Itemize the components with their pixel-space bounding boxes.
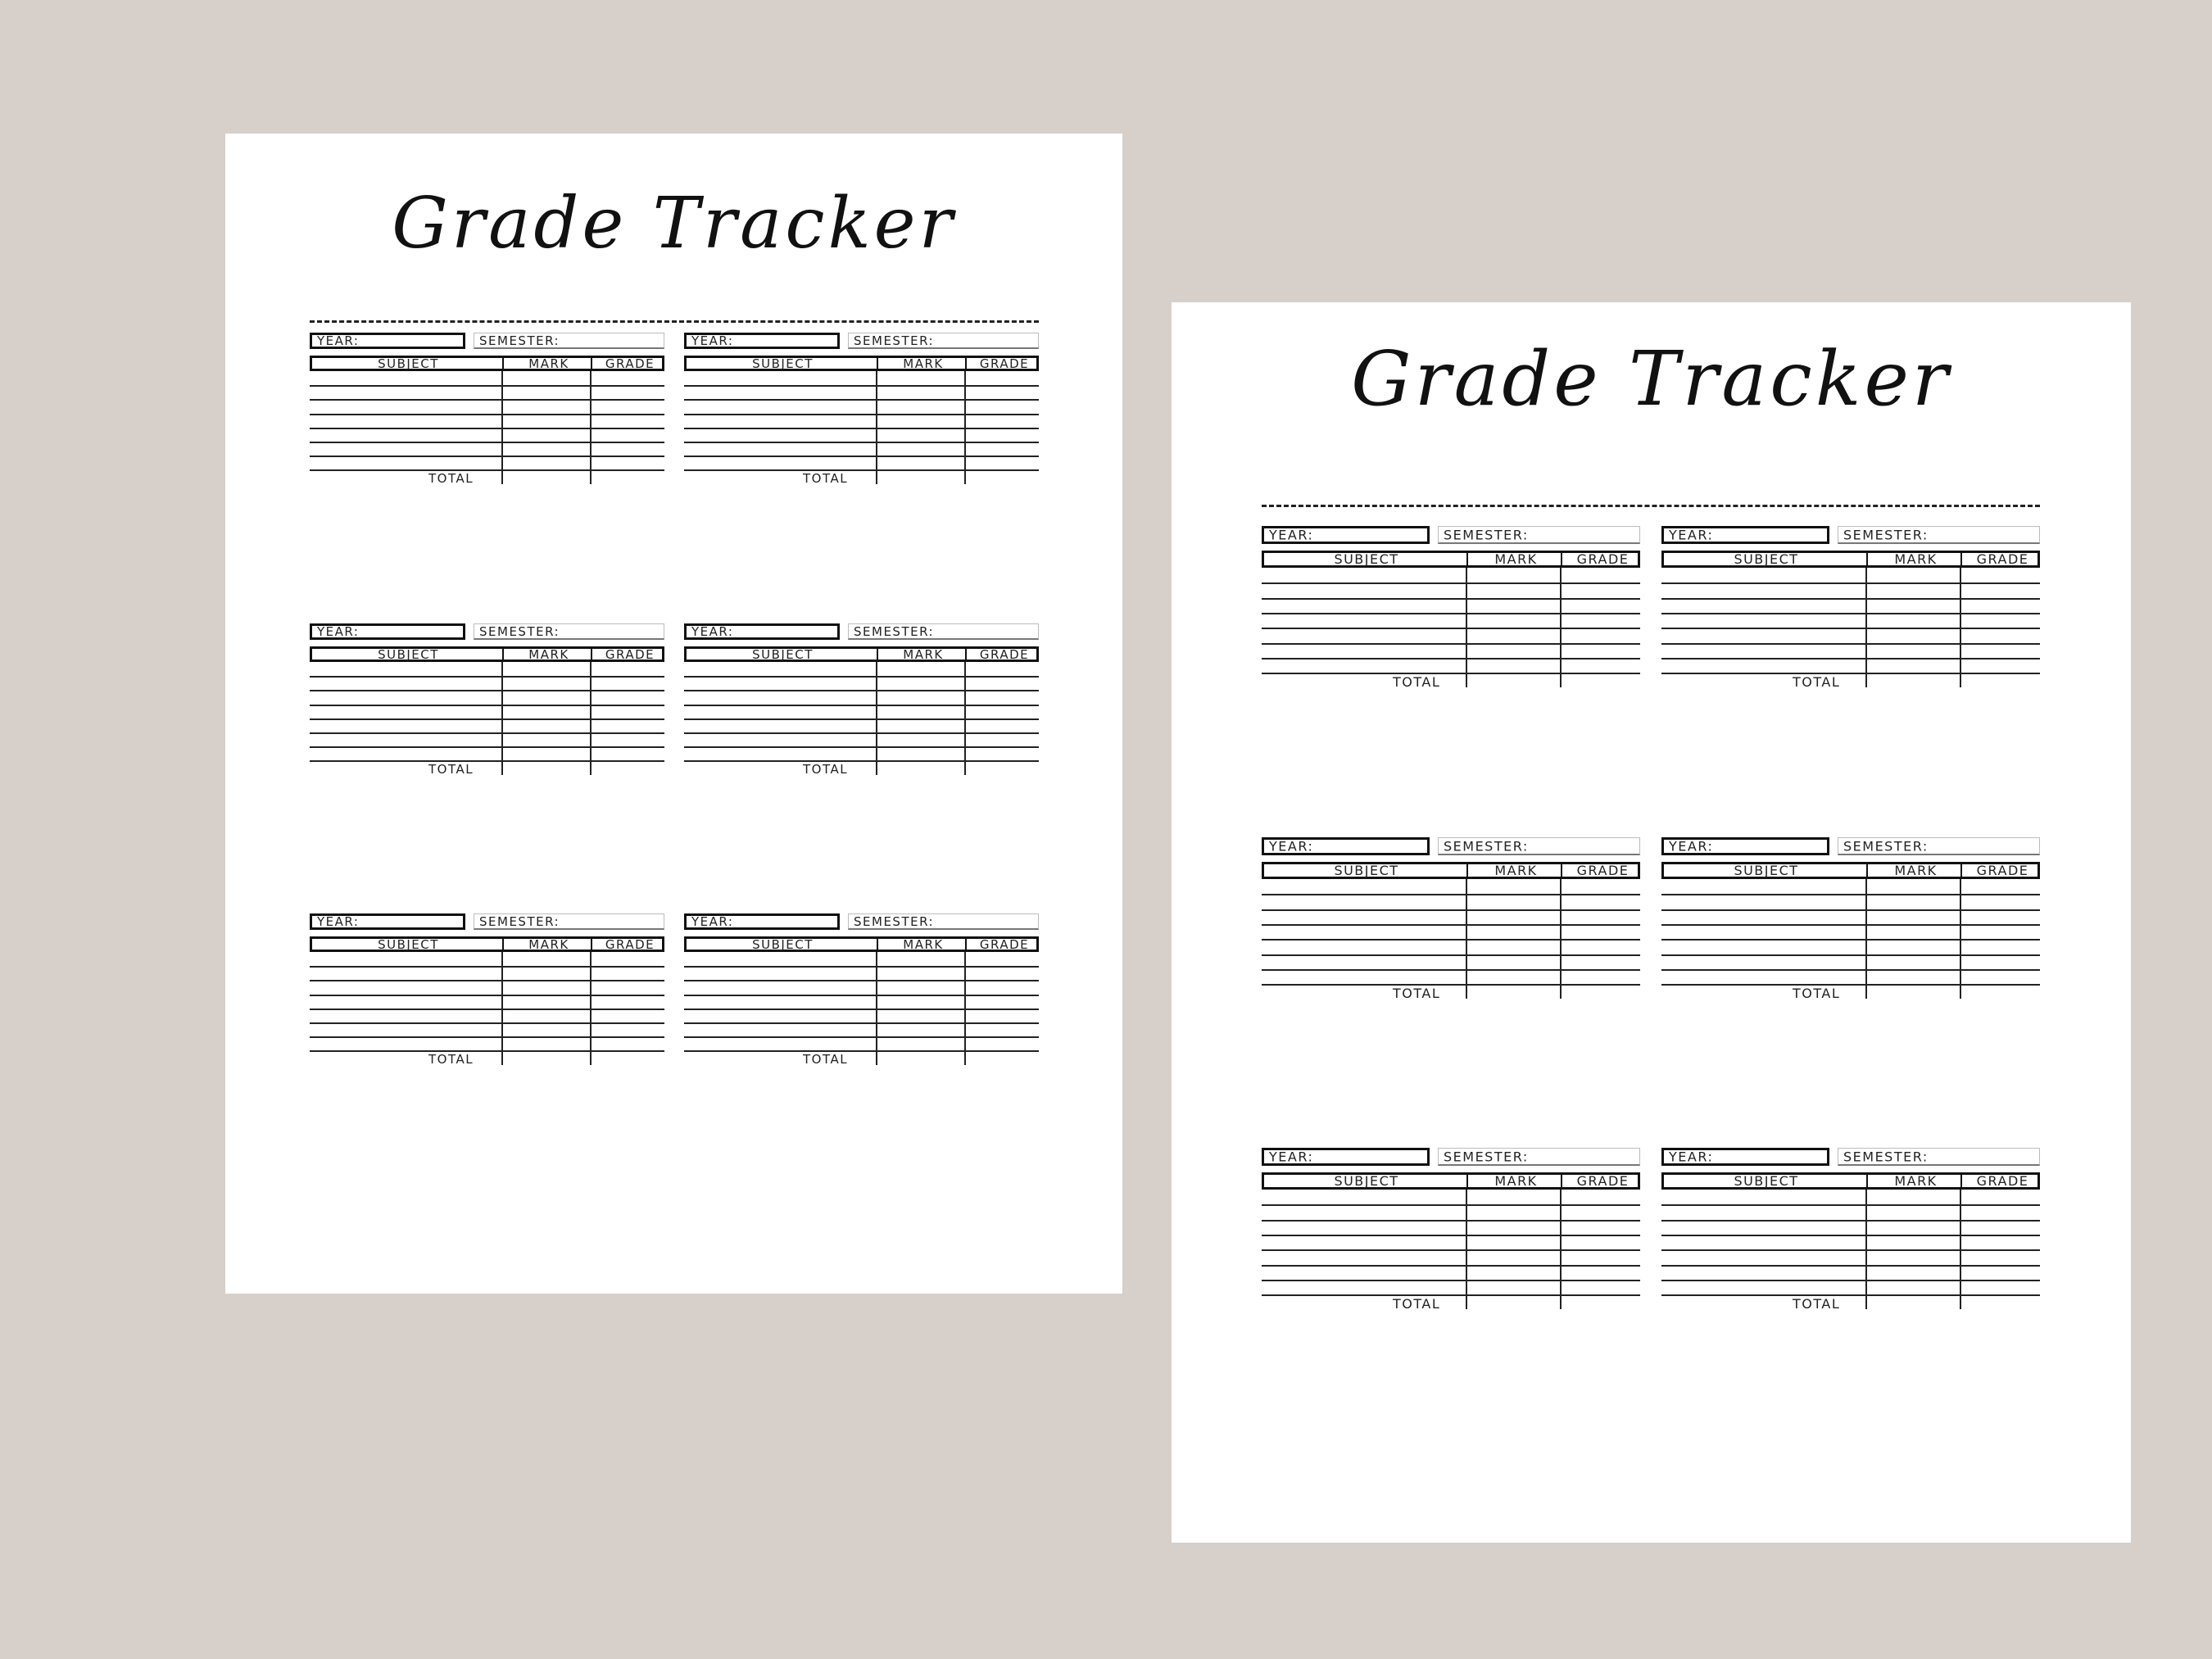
grade-header: GRADE bbox=[1576, 863, 1630, 878]
semester-field[interactable] bbox=[474, 913, 664, 930]
table-row[interactable] bbox=[684, 399, 1039, 401]
table-row[interactable] bbox=[310, 705, 664, 706]
table-header bbox=[1661, 551, 2040, 568]
mark-header: MARK bbox=[528, 936, 569, 952]
subject-header: SUBJECT bbox=[752, 356, 814, 371]
table-header bbox=[1661, 1172, 2040, 1190]
table-row[interactable] bbox=[1661, 628, 2040, 629]
year-semester-row bbox=[1661, 1148, 2040, 1166]
subject-header: SUBJECT bbox=[378, 646, 439, 662]
grade-header: GRADE bbox=[1576, 551, 1630, 567]
table-row[interactable] bbox=[684, 705, 1039, 706]
grade-tracker-block bbox=[310, 623, 664, 777]
table-row[interactable] bbox=[684, 966, 1039, 968]
subject-header: SUBJECT bbox=[752, 936, 814, 952]
table-row[interactable] bbox=[684, 1022, 1039, 1024]
column-divider bbox=[1960, 568, 1961, 687]
year-field[interactable] bbox=[1661, 1148, 1829, 1166]
column-divider bbox=[1466, 879, 1467, 999]
year-label: YEAR: bbox=[1669, 1149, 1714, 1165]
header-separator bbox=[1960, 553, 1962, 565]
table-row[interactable] bbox=[1661, 643, 2040, 645]
header-separator bbox=[965, 358, 967, 369]
year-field[interactable] bbox=[310, 913, 465, 930]
mark-header: MARK bbox=[528, 356, 569, 371]
table-row[interactable] bbox=[310, 760, 664, 762]
table-row[interactable] bbox=[310, 995, 664, 996]
table-row[interactable] bbox=[1661, 1204, 2040, 1206]
table-header bbox=[310, 936, 664, 952]
header-separator bbox=[1866, 553, 1868, 565]
column-divider bbox=[1560, 568, 1562, 687]
table-header bbox=[1262, 551, 1640, 568]
table-row[interactable] bbox=[684, 469, 1039, 471]
mark-header: MARK bbox=[528, 646, 569, 662]
mark-header: MARK bbox=[1494, 863, 1538, 878]
table-row[interactable] bbox=[310, 676, 664, 678]
total-label: TOTAL bbox=[1393, 1296, 1441, 1312]
table-row[interactable] bbox=[684, 676, 1039, 678]
table-header bbox=[684, 646, 1039, 662]
grade-header: GRADE bbox=[605, 356, 655, 371]
table-row[interactable] bbox=[1262, 1294, 1640, 1296]
table-row[interactable] bbox=[1262, 984, 1640, 986]
grade-tracker-block bbox=[1661, 526, 2040, 689]
header-separator bbox=[1866, 864, 1868, 877]
semester-label: SEMESTER: bbox=[1843, 1149, 1929, 1164]
table-row[interactable] bbox=[1262, 924, 1640, 926]
column-divider bbox=[501, 662, 503, 775]
grade-header: GRADE bbox=[1976, 551, 2029, 567]
semester-field[interactable] bbox=[474, 623, 664, 640]
table-row[interactable] bbox=[1661, 1235, 2040, 1236]
year-label: YEAR: bbox=[1269, 1149, 1314, 1165]
year-field[interactable] bbox=[684, 913, 840, 930]
sheet-title: Grade Tracker bbox=[392, 183, 956, 265]
column-divider bbox=[876, 952, 877, 1065]
header-separator bbox=[1960, 864, 1962, 877]
year-field[interactable] bbox=[1661, 837, 1829, 855]
year-field[interactable] bbox=[684, 623, 840, 640]
year-label: YEAR: bbox=[691, 914, 734, 929]
table-row[interactable] bbox=[684, 980, 1039, 981]
total-label: TOTAL bbox=[803, 762, 849, 777]
table-header bbox=[1262, 1172, 1640, 1190]
semester-label: SEMESTER: bbox=[1444, 527, 1529, 542]
semester-label: SEMESTER: bbox=[1444, 1149, 1529, 1164]
header-separator bbox=[965, 649, 967, 660]
column-divider bbox=[1560, 1190, 1562, 1309]
table-row[interactable] bbox=[684, 428, 1039, 429]
total-label: TOTAL bbox=[803, 471, 849, 487]
year-semester-row bbox=[310, 333, 664, 349]
table-row[interactable] bbox=[1661, 1249, 2040, 1251]
header-separator bbox=[1866, 1175, 1868, 1187]
table-row[interactable] bbox=[684, 995, 1039, 996]
year-label: YEAR: bbox=[691, 333, 734, 348]
dashed-divider bbox=[1262, 505, 2040, 507]
grade-tracker-sheet-left bbox=[225, 134, 1122, 1294]
table-row[interactable] bbox=[1661, 924, 2040, 926]
semester-label: SEMESTER: bbox=[854, 333, 935, 348]
year-semester-row bbox=[684, 333, 1039, 349]
grade-tracker-block bbox=[1262, 1148, 1640, 1311]
table-row[interactable] bbox=[310, 732, 664, 734]
table-row[interactable] bbox=[310, 385, 664, 387]
semester-field[interactable] bbox=[848, 913, 1039, 930]
year-field[interactable] bbox=[310, 623, 465, 640]
header-separator bbox=[502, 649, 504, 660]
year-label: YEAR: bbox=[1269, 838, 1314, 854]
table-row[interactable] bbox=[1262, 1249, 1640, 1251]
table-row[interactable] bbox=[1262, 1204, 1640, 1206]
semester-label: SEMESTER: bbox=[854, 913, 935, 929]
table-row[interactable] bbox=[1262, 628, 1640, 629]
mark-header: MARK bbox=[1894, 551, 1938, 567]
table-row[interactable] bbox=[1661, 894, 2040, 895]
table-row[interactable] bbox=[1262, 598, 1640, 600]
table-row[interactable] bbox=[684, 690, 1039, 691]
table-row[interactable] bbox=[684, 456, 1039, 457]
grade-header: GRADE bbox=[605, 936, 655, 952]
total-label: TOTAL bbox=[1793, 986, 1841, 1002]
header-separator bbox=[877, 358, 878, 369]
column-divider bbox=[1960, 879, 1961, 999]
table-row[interactable] bbox=[1661, 1220, 2040, 1222]
table-row[interactable] bbox=[1661, 1280, 2040, 1281]
semester-field[interactable] bbox=[1838, 526, 2040, 544]
table-row[interactable] bbox=[684, 442, 1039, 443]
header-separator bbox=[1561, 864, 1562, 877]
grade-tracker-block bbox=[1262, 526, 1640, 689]
semester-label: SEMESTER: bbox=[1843, 838, 1929, 854]
column-divider bbox=[1865, 568, 1867, 687]
column-divider bbox=[964, 952, 966, 1065]
grade-tracker-block bbox=[684, 913, 1039, 1067]
header-separator bbox=[591, 358, 592, 369]
table-row[interactable] bbox=[684, 1050, 1039, 1052]
table-row[interactable] bbox=[310, 428, 664, 429]
year-label: YEAR: bbox=[1669, 527, 1714, 543]
year-semester-row bbox=[1262, 1148, 1640, 1166]
column-divider bbox=[590, 952, 592, 1065]
table-row[interactable] bbox=[1661, 939, 2040, 941]
table-row[interactable] bbox=[1262, 909, 1640, 911]
table-row[interactable] bbox=[1661, 673, 2040, 674]
semester-field[interactable] bbox=[1438, 1148, 1640, 1166]
header-separator bbox=[591, 649, 592, 660]
grade-header: GRADE bbox=[1576, 1173, 1630, 1189]
subject-header: SUBJECT bbox=[752, 646, 814, 662]
year-field[interactable] bbox=[310, 333, 465, 349]
table-row[interactable] bbox=[310, 442, 664, 443]
year-field[interactable] bbox=[684, 333, 840, 349]
year-field[interactable] bbox=[1661, 526, 1829, 544]
mark-header: MARK bbox=[1894, 863, 1938, 878]
table-row[interactable] bbox=[1661, 969, 2040, 971]
table-row[interactable] bbox=[310, 980, 664, 981]
year-semester-row bbox=[310, 623, 664, 640]
year-semester-row bbox=[1262, 526, 1640, 544]
header-separator bbox=[591, 939, 592, 950]
grade-tracker-sheet-right bbox=[1172, 302, 2131, 1543]
table-header bbox=[310, 646, 664, 662]
table-row[interactable] bbox=[684, 732, 1039, 734]
subject-header: SUBJECT bbox=[1334, 551, 1399, 567]
year-semester-row bbox=[310, 913, 664, 930]
year-label: YEAR: bbox=[317, 914, 360, 929]
table-row[interactable] bbox=[1661, 909, 2040, 911]
grade-tracker-block bbox=[1661, 837, 2040, 1000]
grade-header: GRADE bbox=[605, 646, 655, 662]
table-row[interactable] bbox=[1262, 1220, 1640, 1222]
total-label: TOTAL bbox=[428, 1052, 474, 1067]
grade-tracker-block bbox=[1262, 837, 1640, 1000]
table-row[interactable] bbox=[310, 414, 664, 415]
table-row[interactable] bbox=[310, 1050, 664, 1052]
table-row[interactable] bbox=[1661, 658, 2040, 660]
sheet-title: Grade Tracker bbox=[1351, 335, 1951, 423]
semester-label: SEMESTER: bbox=[854, 623, 935, 639]
header-separator bbox=[502, 358, 504, 369]
column-divider bbox=[1560, 879, 1562, 999]
table-row[interactable] bbox=[310, 966, 664, 968]
header-separator bbox=[502, 939, 504, 950]
mark-header: MARK bbox=[1894, 1173, 1938, 1189]
total-label: TOTAL bbox=[1793, 674, 1841, 691]
table-row[interactable] bbox=[310, 718, 664, 720]
table-row[interactable] bbox=[1262, 673, 1640, 674]
year-label: YEAR: bbox=[1269, 527, 1314, 543]
table-row[interactable] bbox=[684, 718, 1039, 720]
column-divider bbox=[501, 952, 503, 1065]
mark-header: MARK bbox=[903, 646, 944, 662]
subject-header: SUBJECT bbox=[378, 356, 439, 371]
column-divider bbox=[1960, 1190, 1961, 1309]
table-row[interactable] bbox=[684, 1036, 1039, 1038]
table-row[interactable] bbox=[1262, 954, 1640, 956]
total-label: TOTAL bbox=[1393, 674, 1441, 691]
grade-header: GRADE bbox=[1976, 1173, 2029, 1189]
header-separator bbox=[1466, 1175, 1468, 1187]
grade-header: GRADE bbox=[979, 646, 1030, 662]
total-label: TOTAL bbox=[803, 1052, 849, 1067]
table-row[interactable] bbox=[310, 746, 664, 748]
table-row[interactable] bbox=[684, 760, 1039, 762]
table-row[interactable] bbox=[1262, 643, 1640, 645]
semester-field[interactable] bbox=[848, 333, 1039, 349]
header-separator bbox=[877, 939, 878, 950]
year-label: YEAR: bbox=[317, 333, 360, 348]
semester-label: SEMESTER: bbox=[479, 333, 560, 348]
subject-header: SUBJECT bbox=[1734, 551, 1799, 567]
column-divider bbox=[1466, 568, 1467, 687]
subject-header: SUBJECT bbox=[1334, 863, 1399, 878]
grade-tracker-block bbox=[684, 623, 1039, 777]
table-row[interactable] bbox=[1262, 1280, 1640, 1281]
total-label: TOTAL bbox=[1393, 986, 1441, 1002]
column-divider bbox=[590, 662, 592, 775]
column-divider bbox=[1865, 879, 1867, 999]
table-row[interactable] bbox=[1262, 658, 1640, 660]
dashed-divider bbox=[310, 320, 1039, 323]
year-semester-row bbox=[1262, 837, 1640, 855]
year-field[interactable] bbox=[1262, 1148, 1430, 1166]
header-separator bbox=[877, 649, 878, 660]
table-header bbox=[1661, 862, 2040, 879]
year-field[interactable] bbox=[1262, 837, 1430, 855]
header-separator bbox=[1466, 864, 1468, 877]
year-semester-row bbox=[684, 623, 1039, 640]
column-divider bbox=[964, 662, 966, 775]
mark-header: MARK bbox=[903, 936, 944, 952]
column-divider bbox=[876, 371, 877, 484]
semester-label: SEMESTER: bbox=[1843, 527, 1929, 542]
semester-field[interactable] bbox=[848, 623, 1039, 640]
table-row[interactable] bbox=[1661, 1294, 2040, 1296]
table-row[interactable] bbox=[310, 690, 664, 691]
column-divider bbox=[964, 371, 966, 484]
table-header bbox=[310, 356, 664, 371]
table-row[interactable] bbox=[684, 1009, 1039, 1010]
table-row[interactable] bbox=[1262, 1235, 1640, 1236]
year-semester-row bbox=[684, 913, 1039, 930]
total-label: TOTAL bbox=[428, 471, 474, 487]
table-row[interactable] bbox=[1661, 954, 2040, 956]
semester-field[interactable] bbox=[474, 333, 664, 349]
subject-header: SUBJECT bbox=[1734, 863, 1799, 878]
table-row[interactable] bbox=[310, 469, 664, 471]
table-row[interactable] bbox=[1661, 1265, 2040, 1267]
grade-tracker-block bbox=[310, 333, 664, 486]
table-row[interactable] bbox=[310, 399, 664, 401]
table-row[interactable] bbox=[1262, 582, 1640, 584]
column-divider bbox=[501, 371, 503, 484]
table-row[interactable] bbox=[1262, 969, 1640, 971]
semester-field[interactable] bbox=[1838, 1148, 2040, 1166]
year-label: YEAR: bbox=[691, 624, 734, 639]
header-separator bbox=[1561, 1175, 1562, 1187]
header-separator bbox=[1960, 1175, 1962, 1187]
total-label: TOTAL bbox=[428, 762, 474, 777]
grade-header: GRADE bbox=[979, 936, 1030, 952]
year-label: YEAR: bbox=[317, 624, 360, 639]
grade-tracker-block bbox=[310, 913, 664, 1067]
table-row[interactable] bbox=[1262, 894, 1640, 895]
grade-header: GRADE bbox=[1976, 863, 2029, 878]
table-row[interactable] bbox=[1661, 984, 2040, 986]
table-row[interactable] bbox=[684, 414, 1039, 415]
semester-label: SEMESTER: bbox=[1444, 838, 1529, 854]
column-divider bbox=[1466, 1190, 1467, 1309]
table-row[interactable] bbox=[310, 456, 664, 457]
semester-field[interactable] bbox=[1438, 837, 1640, 855]
table-row[interactable] bbox=[1262, 939, 1640, 941]
table-row[interactable] bbox=[1262, 613, 1640, 614]
table-row[interactable] bbox=[1661, 582, 2040, 584]
semester-label: SEMESTER: bbox=[479, 623, 560, 639]
grade-tracker-block bbox=[684, 333, 1039, 486]
year-semester-row bbox=[1661, 526, 2040, 544]
table-row[interactable] bbox=[684, 385, 1039, 387]
header-separator bbox=[1561, 553, 1562, 565]
column-divider bbox=[876, 662, 877, 775]
grade-header: GRADE bbox=[979, 356, 1030, 371]
semester-field[interactable] bbox=[1838, 837, 2040, 855]
mark-header: MARK bbox=[1494, 1173, 1538, 1189]
subject-header: SUBJECT bbox=[1734, 1173, 1799, 1189]
table-header bbox=[1262, 862, 1640, 879]
subject-header: SUBJECT bbox=[378, 936, 439, 952]
table-header bbox=[684, 356, 1039, 371]
table-row[interactable] bbox=[1661, 598, 2040, 600]
table-row[interactable] bbox=[310, 1022, 664, 1024]
mark-header: MARK bbox=[903, 356, 944, 371]
total-label: TOTAL bbox=[1793, 1296, 1841, 1312]
header-separator bbox=[965, 939, 967, 950]
table-row[interactable] bbox=[1661, 613, 2040, 614]
semester-field[interactable] bbox=[1438, 526, 1640, 544]
header-separator bbox=[1466, 553, 1468, 565]
table-row[interactable] bbox=[310, 1036, 664, 1038]
table-row[interactable] bbox=[684, 746, 1039, 748]
table-row[interactable] bbox=[310, 1009, 664, 1010]
grade-tracker-block bbox=[1661, 1148, 2040, 1311]
column-divider bbox=[590, 371, 592, 484]
table-row[interactable] bbox=[1262, 1265, 1640, 1267]
semester-label: SEMESTER: bbox=[479, 913, 560, 929]
year-label: YEAR: bbox=[1669, 838, 1714, 854]
subject-header: SUBJECT bbox=[1334, 1173, 1399, 1189]
year-field[interactable] bbox=[1262, 526, 1430, 544]
mark-header: MARK bbox=[1494, 551, 1538, 567]
column-divider bbox=[1865, 1190, 1867, 1309]
year-semester-row bbox=[1661, 837, 2040, 855]
table-header bbox=[684, 936, 1039, 952]
